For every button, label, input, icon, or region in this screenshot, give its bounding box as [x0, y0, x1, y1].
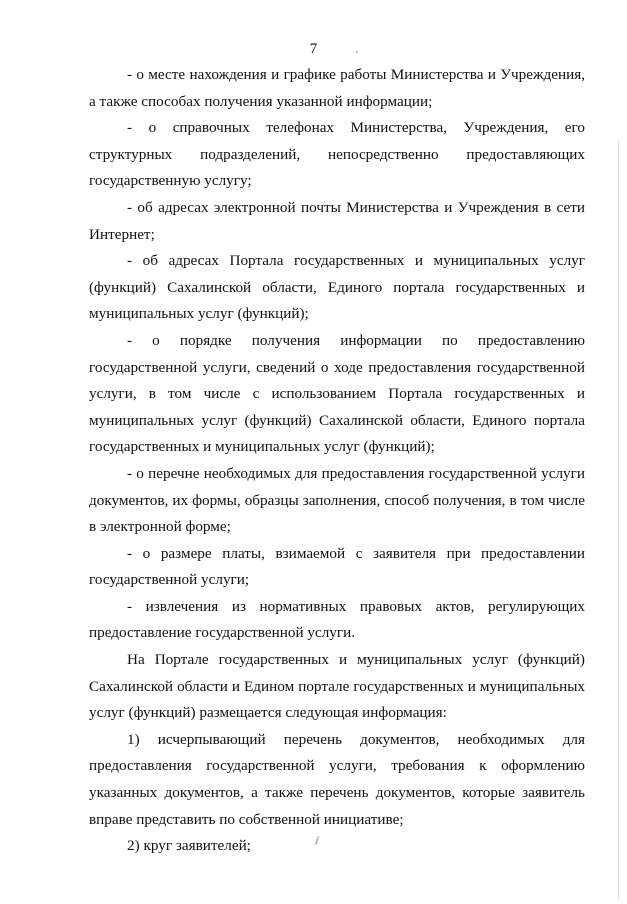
scan-edge-line — [618, 140, 619, 900]
paragraph-portal-addresses: - об адресах Портала государственных и муниципальных услуг (функций) Сахалинской области, Единого портала государственных и муниципальных услуг (функций); — [89, 252, 585, 323]
paragraph-item-2: 2) круг заявителей; — [127, 837, 251, 855]
paragraph-legal-extracts: - извлечения из нормативных правовых актов, регулирующих предоставление государственной услуги. — [89, 597, 585, 642]
scan-speck — [356, 51, 358, 53]
paragraph-portal-info-intro: На Портале государственных и муниципальных услуг (функций) Сахалинской области и Едином портале государственных и муниципальных услуг (функций) размещается следующая информация: — [89, 651, 585, 722]
paragraph-documents-list: - о перечне необходимых для предоставления государственной услуги документов, их формы, образцы заполнения, способ получения, в том числе в электронной форме; — [89, 464, 585, 536]
paragraph-fee: - о размере платы, взимаемой с заявителя при предоставлении государственной услуги; — [89, 544, 585, 589]
paragraph-info-procedure: - о порядке получения информации по предоставлению государственной услуги, сведений о ходе предоставления государственной услуги, в том числе с использованием Портала государственных и муниципальных услуг (функций) Сахалинской области, Единого портала государственных и муниципальных услуг (функций); — [89, 331, 585, 456]
paragraph-phones: - о справочных телефонах Министерства, Учреждения, его структурных подразделений, непосредственно предоставляющих государственную услугу; — [89, 119, 585, 190]
paragraph-item-1: 1) исчерпывающий перечень документов, необходимых для предоставления государственной услуги, требования к оформлению указанных документов, а также перечень документов, которые заявитель вправе представить по собственной инициативе; — [89, 730, 585, 828]
page-number: 7 — [309, 41, 318, 57]
paragraph-email: - об адресах электронной почты Министерства и Учреждения в сети Интернет; — [89, 198, 585, 243]
document-body — [89, 62, 585, 860]
paragraph-location-schedule: - о месте нахождения и графике работы Министерства и Учреждения, а также способах получения указанной информации; — [89, 66, 585, 110]
